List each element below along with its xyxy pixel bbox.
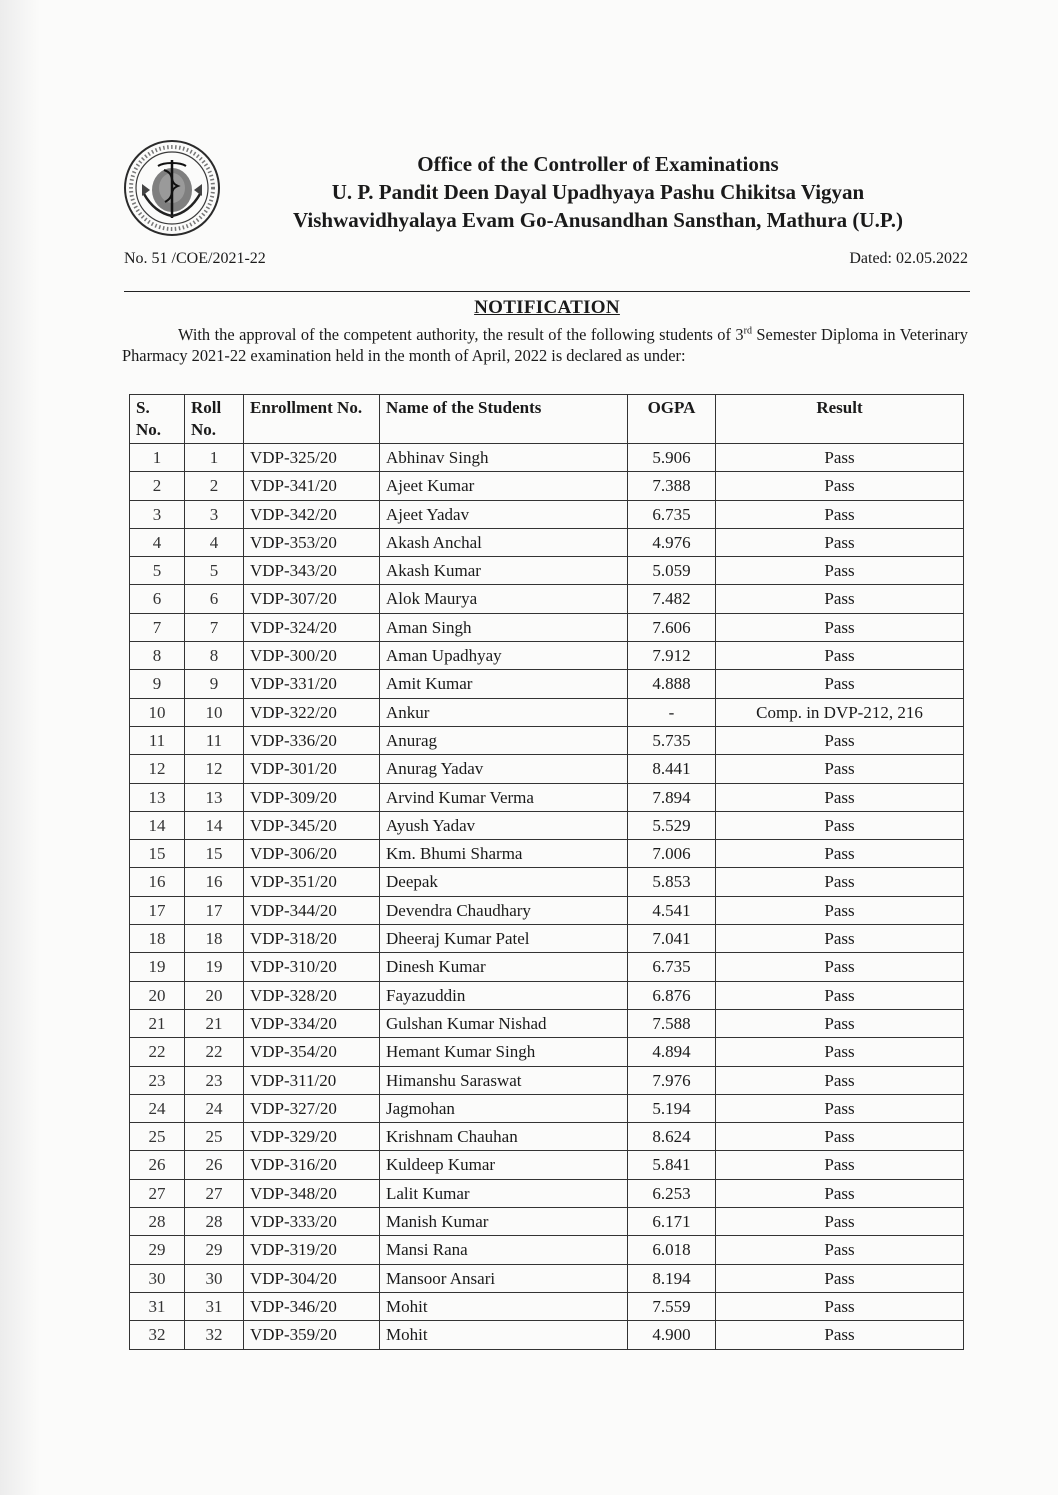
table-row	[130, 1151, 964, 1179]
cell-sno: 23	[130, 1066, 185, 1094]
cell-ogpa: 5.194	[628, 1094, 716, 1122]
cell-sno: 26	[130, 1151, 185, 1179]
cell-ogpa: 7.559	[628, 1292, 716, 1320]
cell-result: Pass	[716, 1094, 964, 1122]
cell-student-name: Mansi Rana	[380, 1236, 628, 1264]
cell-enrollment: VDP-310/20	[244, 953, 380, 981]
cell-student-name: Fayazuddin	[380, 981, 628, 1009]
cell-student-name: Deepak	[380, 868, 628, 896]
header-enrollment: Enrollment No.	[244, 395, 380, 444]
cell-roll: 30	[185, 1264, 244, 1292]
cell-result: Pass	[716, 1292, 964, 1320]
cell-sno: 17	[130, 896, 185, 924]
intro-text-part2: Semester Diploma in Veterinary Pharmacy 2021-22 examination held in the month of April, 2022 is declared as under:	[122, 325, 968, 365]
cell-sno: 4	[130, 528, 185, 556]
cell-student-name: Akash Kumar	[380, 557, 628, 585]
cell-enrollment: VDP-316/20	[244, 1151, 380, 1179]
cell-ogpa: 7.482	[628, 585, 716, 613]
cell-enrollment: VDP-344/20	[244, 896, 380, 924]
cell-roll: 9	[185, 670, 244, 698]
table-row	[130, 896, 964, 924]
university-name-line2: Vishwavidhyalaya Evam Go-Anusandhan Sansthan, Mathura (U.P.)	[293, 208, 903, 232]
cell-roll: 27	[185, 1179, 244, 1207]
cell-student-name: Dheeraj Kumar Patel	[380, 925, 628, 953]
cell-roll: 19	[185, 953, 244, 981]
table-row	[130, 953, 964, 981]
university-name-line1: U. P. Pandit Deen Dayal Upadhyaya Pashu Chikitsa Vigyan	[331, 180, 865, 204]
table-row	[130, 1264, 964, 1292]
table-row	[130, 1236, 964, 1264]
cell-result: Pass	[716, 981, 964, 1009]
cell-student-name: Abhinav Singh	[380, 444, 628, 472]
cell-enrollment: VDP-322/20	[244, 698, 380, 726]
cell-roll: 6	[185, 585, 244, 613]
cell-enrollment: VDP-333/20	[244, 1208, 380, 1236]
cell-ogpa: 6.018	[628, 1236, 716, 1264]
header-sno: S. No.	[130, 395, 185, 444]
table-row	[130, 444, 964, 472]
cell-sno: 24	[130, 1094, 185, 1122]
cell-ogpa: 5.059	[628, 557, 716, 585]
cell-student-name: Ajeet Yadav	[380, 500, 628, 528]
cell-student-name: Arvind Kumar Verma	[380, 783, 628, 811]
cell-student-name: Anurag	[380, 726, 628, 754]
header-result: Result	[716, 395, 964, 444]
cell-enrollment: VDP-353/20	[244, 528, 380, 556]
cell-roll: 5	[185, 557, 244, 585]
table-row	[130, 868, 964, 896]
cell-enrollment: VDP-306/20	[244, 840, 380, 868]
cell-enrollment: VDP-346/20	[244, 1292, 380, 1320]
cell-ogpa: 7.041	[628, 925, 716, 953]
cell-enrollment: VDP-351/20	[244, 868, 380, 896]
cell-student-name: Km. Bhumi Sharma	[380, 840, 628, 868]
cell-roll: 10	[185, 698, 244, 726]
cell-ogpa: 5.906	[628, 444, 716, 472]
cell-result: Pass	[716, 642, 964, 670]
cell-sno: 31	[130, 1292, 185, 1320]
cell-result: Pass	[716, 500, 964, 528]
table-row	[130, 1321, 964, 1349]
table-row	[130, 783, 964, 811]
cell-ogpa: 5.529	[628, 811, 716, 839]
cell-sno: 5	[130, 557, 185, 585]
header-roll: Roll No.	[185, 395, 244, 444]
cell-roll: 32	[185, 1321, 244, 1349]
table-row	[130, 500, 964, 528]
cell-ogpa: 7.388	[628, 472, 716, 500]
cell-student-name: Mohit	[380, 1321, 628, 1349]
cell-ogpa: 7.588	[628, 1009, 716, 1037]
cell-enrollment: VDP-341/20	[244, 472, 380, 500]
cell-enrollment: VDP-300/20	[244, 642, 380, 670]
cell-result: Pass	[716, 925, 964, 953]
table-row	[130, 1094, 964, 1122]
cell-sno: 3	[130, 500, 185, 528]
cell-result: Pass	[716, 613, 964, 641]
cell-roll: 18	[185, 925, 244, 953]
table-header-row	[130, 395, 964, 444]
cell-enrollment: VDP-342/20	[244, 500, 380, 528]
cell-enrollment: VDP-325/20	[244, 444, 380, 472]
table-row	[130, 1009, 964, 1037]
cell-roll: 20	[185, 981, 244, 1009]
cell-ogpa: 8.194	[628, 1264, 716, 1292]
cell-ogpa: 7.976	[628, 1066, 716, 1094]
cell-student-name: Dinesh Kumar	[380, 953, 628, 981]
cell-student-name: Alok Maurya	[380, 585, 628, 613]
cell-roll: 16	[185, 868, 244, 896]
office-heading	[218, 150, 978, 234]
cell-enrollment: VDP-354/20	[244, 1038, 380, 1066]
cell-roll: 11	[185, 726, 244, 754]
table-row	[130, 840, 964, 868]
cell-ogpa: 5.735	[628, 726, 716, 754]
cell-result: Pass	[716, 472, 964, 500]
table-row	[130, 557, 964, 585]
reference-row	[124, 250, 968, 274]
cell-result: Pass	[716, 670, 964, 698]
cell-result: Pass	[716, 1009, 964, 1037]
cell-student-name: Mohit	[380, 1292, 628, 1320]
cell-enrollment: VDP-304/20	[244, 1264, 380, 1292]
cell-sno: 22	[130, 1038, 185, 1066]
cell-roll: 21	[185, 1009, 244, 1037]
cell-sno: 29	[130, 1236, 185, 1264]
cell-result: Pass	[716, 811, 964, 839]
table-row	[130, 528, 964, 556]
table-row	[130, 642, 964, 670]
cell-sno: 12	[130, 755, 185, 783]
cell-result: Pass	[716, 726, 964, 754]
cell-sno: 6	[130, 585, 185, 613]
cell-result: Comp. in DVP-212, 216	[716, 698, 964, 726]
cell-enrollment: VDP-327/20	[244, 1094, 380, 1122]
cell-sno: 13	[130, 783, 185, 811]
cell-ogpa: 5.841	[628, 1151, 716, 1179]
cell-student-name: Manish Kumar	[380, 1208, 628, 1236]
results-table	[129, 394, 964, 1350]
cell-roll: 12	[185, 755, 244, 783]
cell-sno: 19	[130, 953, 185, 981]
cell-roll: 2	[185, 472, 244, 500]
cell-ogpa: 4.894	[628, 1038, 716, 1066]
header-name: Name of the Students	[380, 395, 628, 444]
cell-result: Pass	[716, 868, 964, 896]
cell-ogpa: 8.441	[628, 755, 716, 783]
cell-result: Pass	[716, 896, 964, 924]
table-row	[130, 1179, 964, 1207]
cell-student-name: Aman Singh	[380, 613, 628, 641]
table-row	[130, 981, 964, 1009]
intro-text-part1: With the approval of the competent authority, the result of the following students of 3	[178, 325, 744, 344]
cell-enrollment: VDP-311/20	[244, 1066, 380, 1094]
cell-sno: 32	[130, 1321, 185, 1349]
cell-enrollment: VDP-331/20	[244, 670, 380, 698]
table-row	[130, 755, 964, 783]
cell-student-name: Krishnam Chauhan	[380, 1123, 628, 1151]
cell-enrollment: VDP-345/20	[244, 811, 380, 839]
cell-ogpa: -	[628, 698, 716, 726]
cell-ogpa: 4.541	[628, 896, 716, 924]
cell-roll: 28	[185, 1208, 244, 1236]
date-text: Dated: 02.05.2022	[849, 250, 968, 267]
cell-student-name: Jagmohan	[380, 1094, 628, 1122]
cell-sno: 30	[130, 1264, 185, 1292]
cell-roll: 7	[185, 613, 244, 641]
cell-result: Pass	[716, 528, 964, 556]
cell-result: Pass	[716, 585, 964, 613]
cell-student-name: Ayush Yadav	[380, 811, 628, 839]
cell-result: Pass	[716, 1123, 964, 1151]
cell-result: Pass	[716, 1208, 964, 1236]
cell-result: Pass	[716, 557, 964, 585]
cell-ogpa: 4.900	[628, 1321, 716, 1349]
cell-sno: 20	[130, 981, 185, 1009]
scan-edge-shadow	[0, 0, 40, 1495]
cell-ogpa: 7.606	[628, 613, 716, 641]
cell-sno: 28	[130, 1208, 185, 1236]
cell-enrollment: VDP-318/20	[244, 925, 380, 953]
cell-sno: 10	[130, 698, 185, 726]
cell-ogpa: 6.253	[628, 1179, 716, 1207]
table-row	[130, 726, 964, 754]
cell-student-name: Amit Kumar	[380, 670, 628, 698]
cell-roll: 31	[185, 1292, 244, 1320]
cell-roll: 14	[185, 811, 244, 839]
table-row	[130, 613, 964, 641]
cell-ogpa: 6.171	[628, 1208, 716, 1236]
cell-result: Pass	[716, 1066, 964, 1094]
table-row	[130, 811, 964, 839]
cell-enrollment: VDP-307/20	[244, 585, 380, 613]
cell-result: Pass	[716, 1038, 964, 1066]
cell-roll: 15	[185, 840, 244, 868]
table-row	[130, 1066, 964, 1094]
cell-result: Pass	[716, 1179, 964, 1207]
cell-result: Pass	[716, 444, 964, 472]
cell-sno: 27	[130, 1179, 185, 1207]
cell-enrollment: VDP-348/20	[244, 1179, 380, 1207]
cell-result: Pass	[716, 1151, 964, 1179]
intro-superscript: rd	[743, 325, 752, 337]
cell-result: Pass	[716, 1321, 964, 1349]
table-row	[130, 1292, 964, 1320]
cell-sno: 16	[130, 868, 185, 896]
table-row	[130, 1123, 964, 1151]
reference-number: No. 51 /COE/2021-22	[124, 250, 266, 267]
cell-student-name: Lalit Kumar	[380, 1179, 628, 1207]
cell-student-name: Devendra Chaudhary	[380, 896, 628, 924]
cell-student-name: Mansoor Ansari	[380, 1264, 628, 1292]
cell-roll: 4	[185, 528, 244, 556]
cell-roll: 17	[185, 896, 244, 924]
cell-sno: 14	[130, 811, 185, 839]
cell-roll: 26	[185, 1151, 244, 1179]
cell-sno: 21	[130, 1009, 185, 1037]
cell-ogpa: 6.876	[628, 981, 716, 1009]
university-seal-logo	[118, 138, 226, 238]
cell-ogpa: 7.006	[628, 840, 716, 868]
cell-roll: 25	[185, 1123, 244, 1151]
cell-student-name: Ajeet Kumar	[380, 472, 628, 500]
cell-ogpa: 6.735	[628, 500, 716, 528]
cell-student-name: Kuldeep Kumar	[380, 1151, 628, 1179]
cell-enrollment: VDP-343/20	[244, 557, 380, 585]
cell-enrollment: VDP-328/20	[244, 981, 380, 1009]
cell-enrollment: VDP-334/20	[244, 1009, 380, 1037]
cell-student-name: Ankur	[380, 698, 628, 726]
cell-enrollment: VDP-301/20	[244, 755, 380, 783]
table-row	[130, 925, 964, 953]
header-ogpa: OGPA	[628, 395, 716, 444]
cell-student-name: Gulshan Kumar Nishad	[380, 1009, 628, 1037]
cell-roll: 29	[185, 1236, 244, 1264]
cell-ogpa: 7.894	[628, 783, 716, 811]
cell-student-name: Himanshu Saraswat	[380, 1066, 628, 1094]
cell-sno: 15	[130, 840, 185, 868]
cell-enrollment: VDP-324/20	[244, 613, 380, 641]
cell-student-name: Akash Anchal	[380, 528, 628, 556]
cell-enrollment: VDP-359/20	[244, 1321, 380, 1349]
cell-ogpa: 8.624	[628, 1123, 716, 1151]
cell-result: Pass	[716, 755, 964, 783]
table-row	[130, 1208, 964, 1236]
cell-ogpa: 5.853	[628, 868, 716, 896]
letterhead	[118, 138, 978, 238]
cell-enrollment: VDP-329/20	[244, 1123, 380, 1151]
cell-sno: 11	[130, 726, 185, 754]
table-row	[130, 472, 964, 500]
cell-ogpa: 4.976	[628, 528, 716, 556]
cell-enrollment: VDP-309/20	[244, 783, 380, 811]
cell-ogpa: 7.912	[628, 642, 716, 670]
cell-roll: 23	[185, 1066, 244, 1094]
cell-roll: 3	[185, 500, 244, 528]
cell-roll: 24	[185, 1094, 244, 1122]
cell-enrollment: VDP-319/20	[244, 1236, 380, 1264]
cell-ogpa: 4.888	[628, 670, 716, 698]
cell-sno: 8	[130, 642, 185, 670]
cell-result: Pass	[716, 953, 964, 981]
table-row	[130, 1038, 964, 1066]
cell-roll: 22	[185, 1038, 244, 1066]
cell-sno: 25	[130, 1123, 185, 1151]
cell-roll: 8	[185, 642, 244, 670]
cell-sno: 9	[130, 670, 185, 698]
cell-sno: 1	[130, 444, 185, 472]
cell-sno: 2	[130, 472, 185, 500]
cell-sno: 7	[130, 613, 185, 641]
cell-student-name: Anurag Yadav	[380, 755, 628, 783]
cell-result: Pass	[716, 840, 964, 868]
cell-student-name: Aman Upadhyay	[380, 642, 628, 670]
cell-roll: 1	[185, 444, 244, 472]
cell-result: Pass	[716, 783, 964, 811]
header-divider	[124, 291, 970, 292]
notification-title: NOTIFICATION	[474, 297, 620, 318]
office-title: Office of the Controller of Examinations	[417, 152, 779, 176]
table-row	[130, 585, 964, 613]
cell-enrollment: VDP-336/20	[244, 726, 380, 754]
cell-ogpa: 6.735	[628, 953, 716, 981]
cell-sno: 18	[130, 925, 185, 953]
notification-intro	[122, 324, 968, 366]
table-row	[130, 698, 964, 726]
cell-student-name: Hemant Kumar Singh	[380, 1038, 628, 1066]
cell-result: Pass	[716, 1236, 964, 1264]
cell-roll: 13	[185, 783, 244, 811]
cell-result: Pass	[716, 1264, 964, 1292]
table-row	[130, 670, 964, 698]
